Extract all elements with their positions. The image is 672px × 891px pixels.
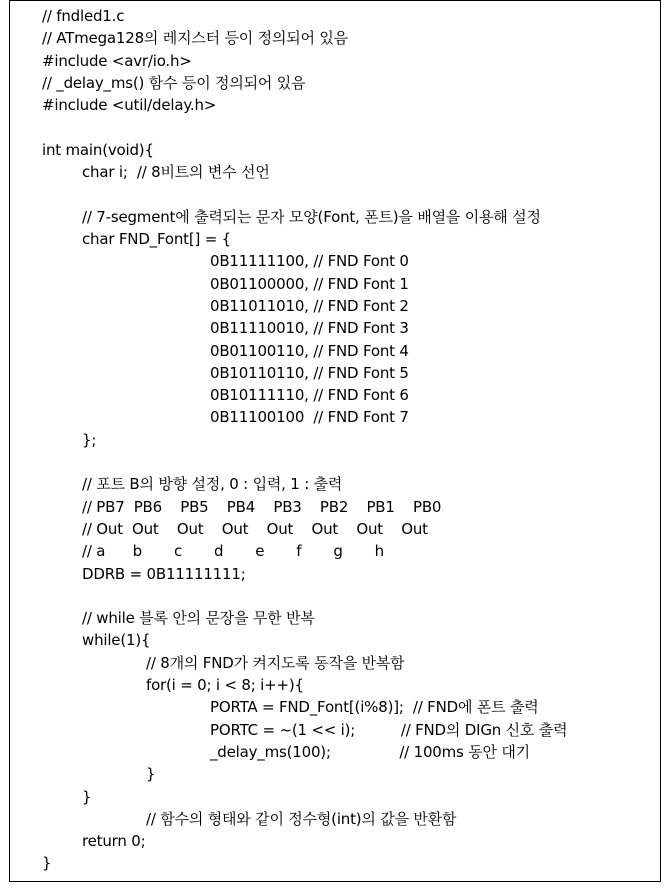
- code-line: _delay_ms(100); // 100ms 동안 대기: [210, 742, 530, 761]
- code-line: 0B11110010, // FND Font 3: [210, 319, 409, 338]
- code-line: PORTA = FND_Font[(i%8)]; // FND에 폰트 출력: [210, 698, 539, 717]
- code-line: // a b c d e f g h: [82, 542, 384, 561]
- code-line: #include <util/delay.h>: [42, 96, 217, 115]
- code-line: 0B10110110, // FND Font 5: [210, 363, 409, 382]
- code-line: 0B01100000, // FND Font 1: [210, 274, 409, 293]
- code-line: 0B11011010, // FND Font 2: [210, 296, 409, 315]
- code-line: DDRB = 0B11111111;: [82, 564, 246, 583]
- code-line: // 함수의 형태와 같이 정수형(int)의 값을 반환함: [146, 809, 457, 828]
- code-line: };: [82, 430, 97, 449]
- code-line: }: [82, 787, 92, 806]
- code-line: // 8개의 FND가 켜지도록 동작을 반복함: [146, 653, 405, 672]
- code-line: // 포트 B의 방향 설정, 0 : 입력, 1 : 출력: [82, 475, 343, 494]
- code-line: #include <avr/io.h>: [42, 51, 192, 70]
- code-line: 0B11100100 // FND Font 7: [210, 408, 409, 427]
- code-line: // fndled1.c: [42, 7, 125, 25]
- code-line: 0B01100110, // FND Font 4: [210, 341, 409, 360]
- code-line: return 0;: [82, 832, 146, 851]
- code-line: }: [42, 854, 52, 873]
- code-line: for(i = 0; i < 8; i++){: [146, 676, 304, 694]
- code-line: // Out Out Out Out Out Out Out Out: [82, 519, 428, 538]
- code-listing: [9, 0, 661, 882]
- code-line: // 7-segment에 출력되는 문자 모양(Font, 폰트)을 배열을 이용해 설정: [82, 207, 541, 226]
- code-line: while(1){: [82, 631, 151, 650]
- code-line: }: [146, 765, 156, 784]
- code-line: // _delay_ms() 함수 등이 정의되어 있음: [42, 73, 306, 92]
- code-line: char i; // 8비트의 변수 선언: [82, 163, 270, 182]
- code-line: int main(void){: [42, 140, 154, 159]
- code-line: // PB7 PB6 PB5 PB4 PB3 PB2 PB1 PB0: [82, 497, 442, 516]
- code-line: char FND_Font[] = {: [82, 230, 231, 248]
- code-line: // while 블록 안의 문장을 무한 반복: [82, 609, 315, 628]
- code-line: 0B11111100, // FND Font 0: [210, 252, 409, 271]
- code-line: PORTC = ~(1 << i); // FND의 DIGn 신호 출력: [210, 720, 568, 739]
- code-line: 0B10111110, // FND Font 6: [210, 386, 409, 405]
- code-line: // ATmega128의 레지스터 등이 정의되어 있음: [42, 29, 348, 48]
